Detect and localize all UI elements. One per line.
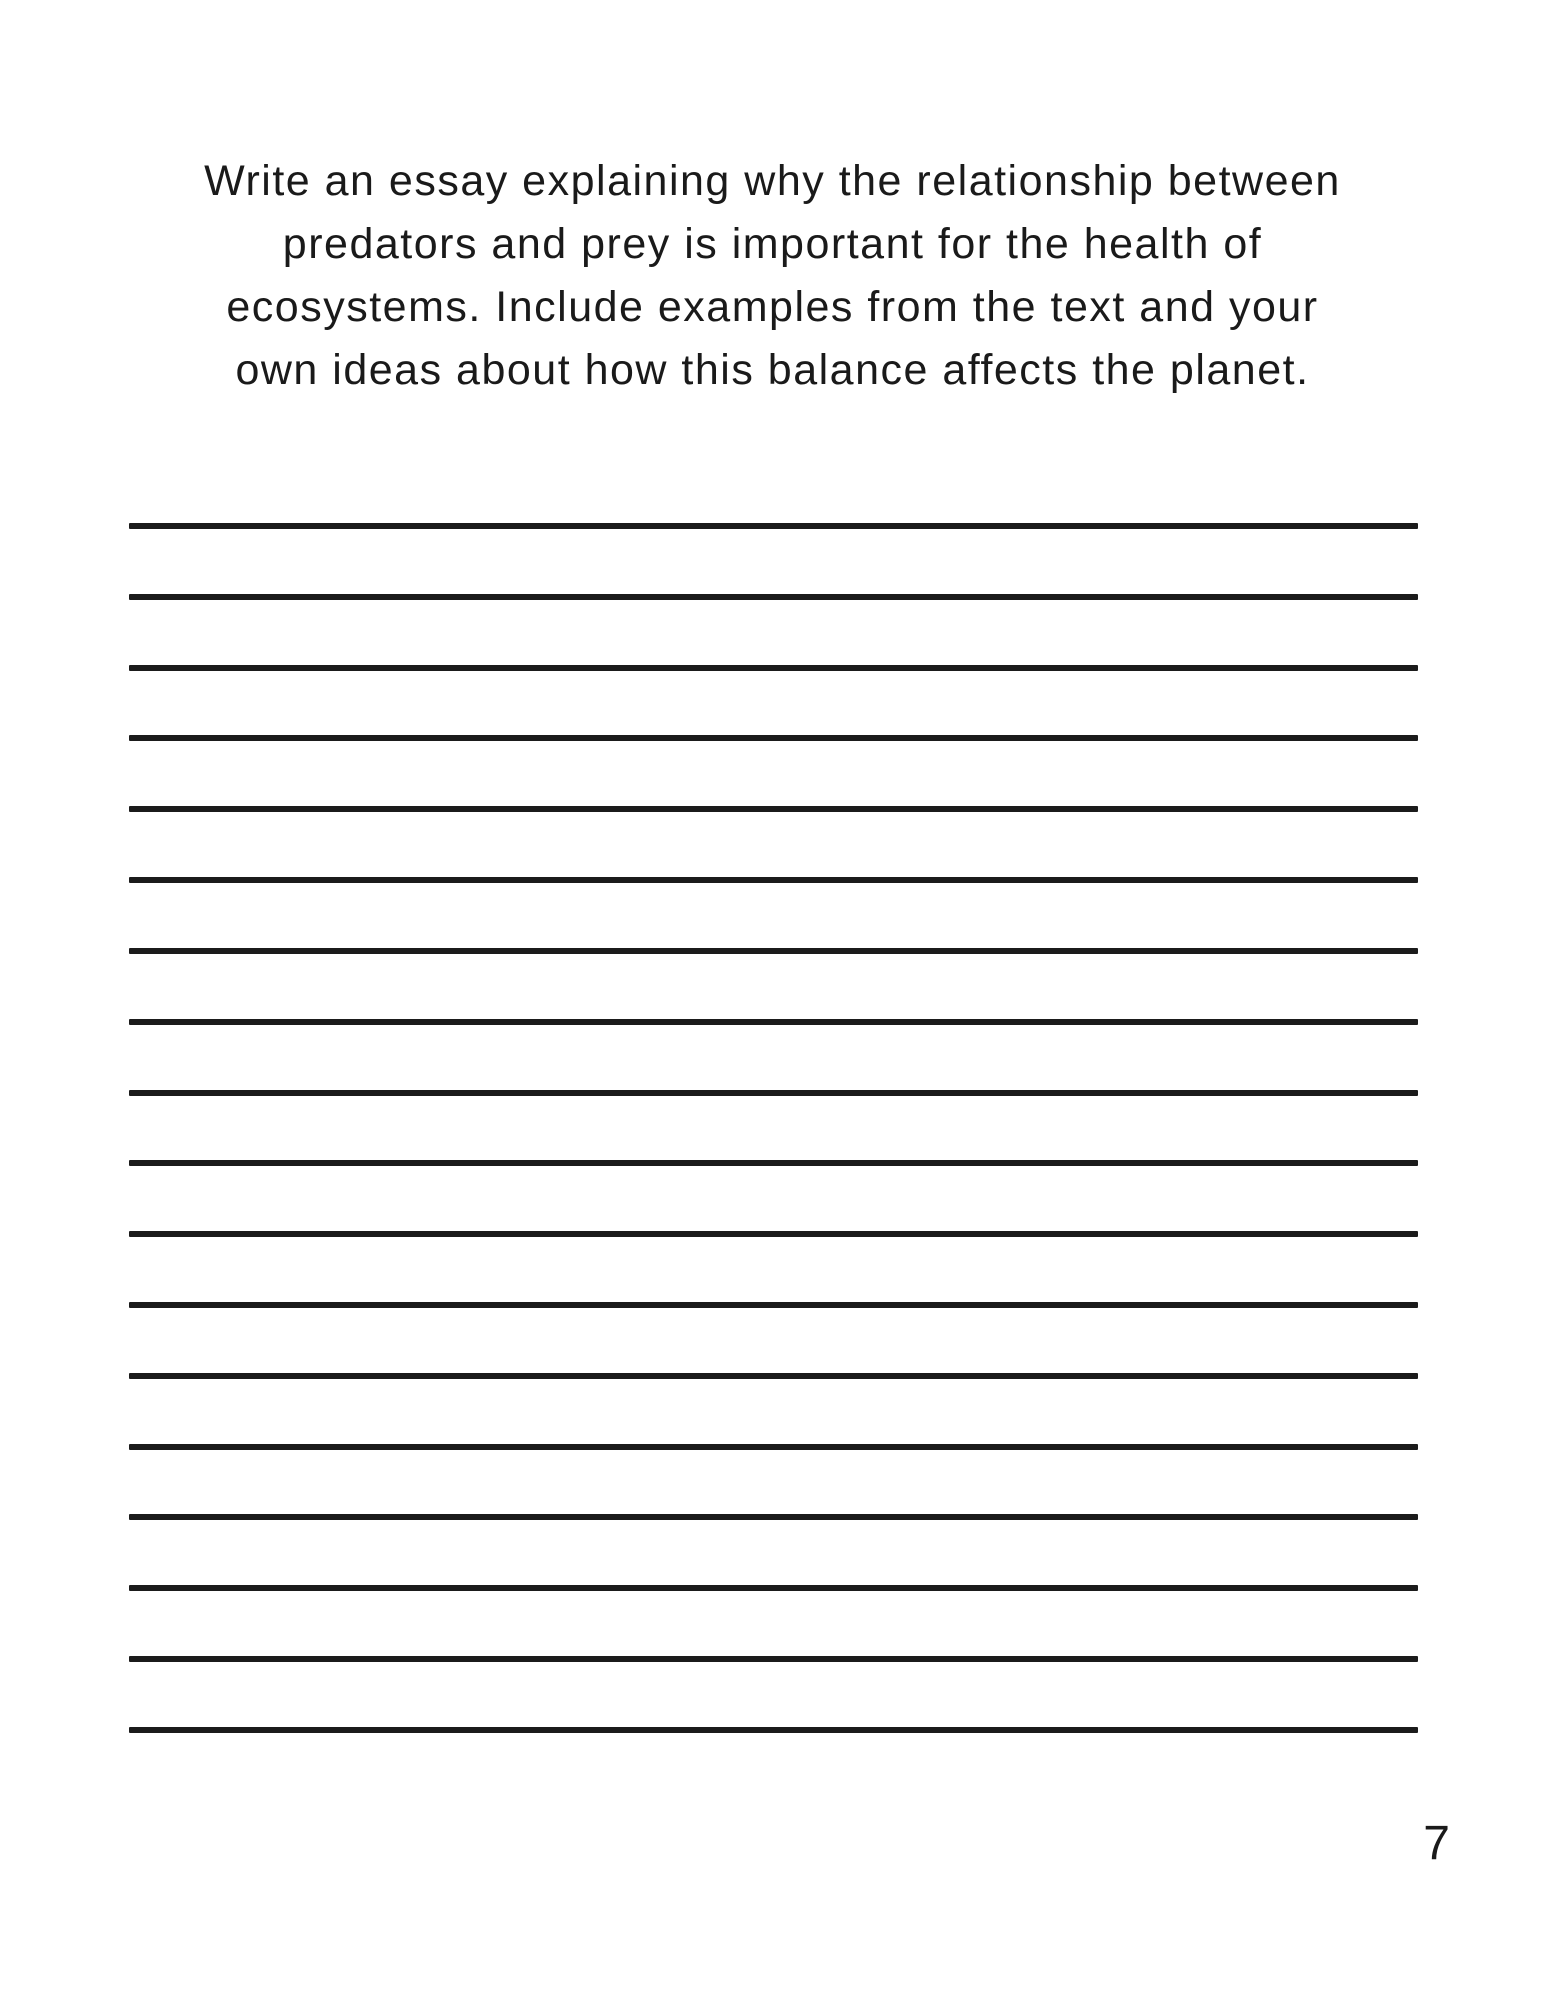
writing-line: [129, 1302, 1418, 1308]
writing-line: [129, 877, 1418, 883]
writing-line: [129, 1160, 1418, 1166]
writing-line: [129, 1090, 1418, 1096]
page-number: 7: [1423, 1817, 1450, 1870]
writing-line: [129, 1019, 1418, 1025]
writing-line: [129, 1656, 1418, 1662]
writing-lines: [129, 523, 1418, 1733]
prompt-line: predators and prey is important for the health of: [282, 220, 1263, 268]
writing-line: [129, 1444, 1418, 1450]
writing-line: [129, 735, 1418, 741]
prompt-line: own ideas about how this balance affects the planet.: [235, 346, 1310, 394]
writing-line: [129, 948, 1418, 954]
essay-prompt: [103, 150, 1443, 402]
writing-line: [129, 806, 1418, 812]
writing-line: [129, 1727, 1418, 1733]
writing-line: [129, 665, 1418, 671]
writing-line: [129, 1373, 1418, 1379]
prompt-line: Write an essay explaining why the relationship between: [204, 157, 1341, 205]
writing-line: [129, 1514, 1418, 1520]
writing-line: [129, 594, 1418, 600]
writing-line: [129, 523, 1418, 529]
writing-line: [129, 1585, 1418, 1591]
prompt-line: ecosystems. Include examples from the text and your: [226, 283, 1319, 331]
writing-line: [129, 1231, 1418, 1237]
